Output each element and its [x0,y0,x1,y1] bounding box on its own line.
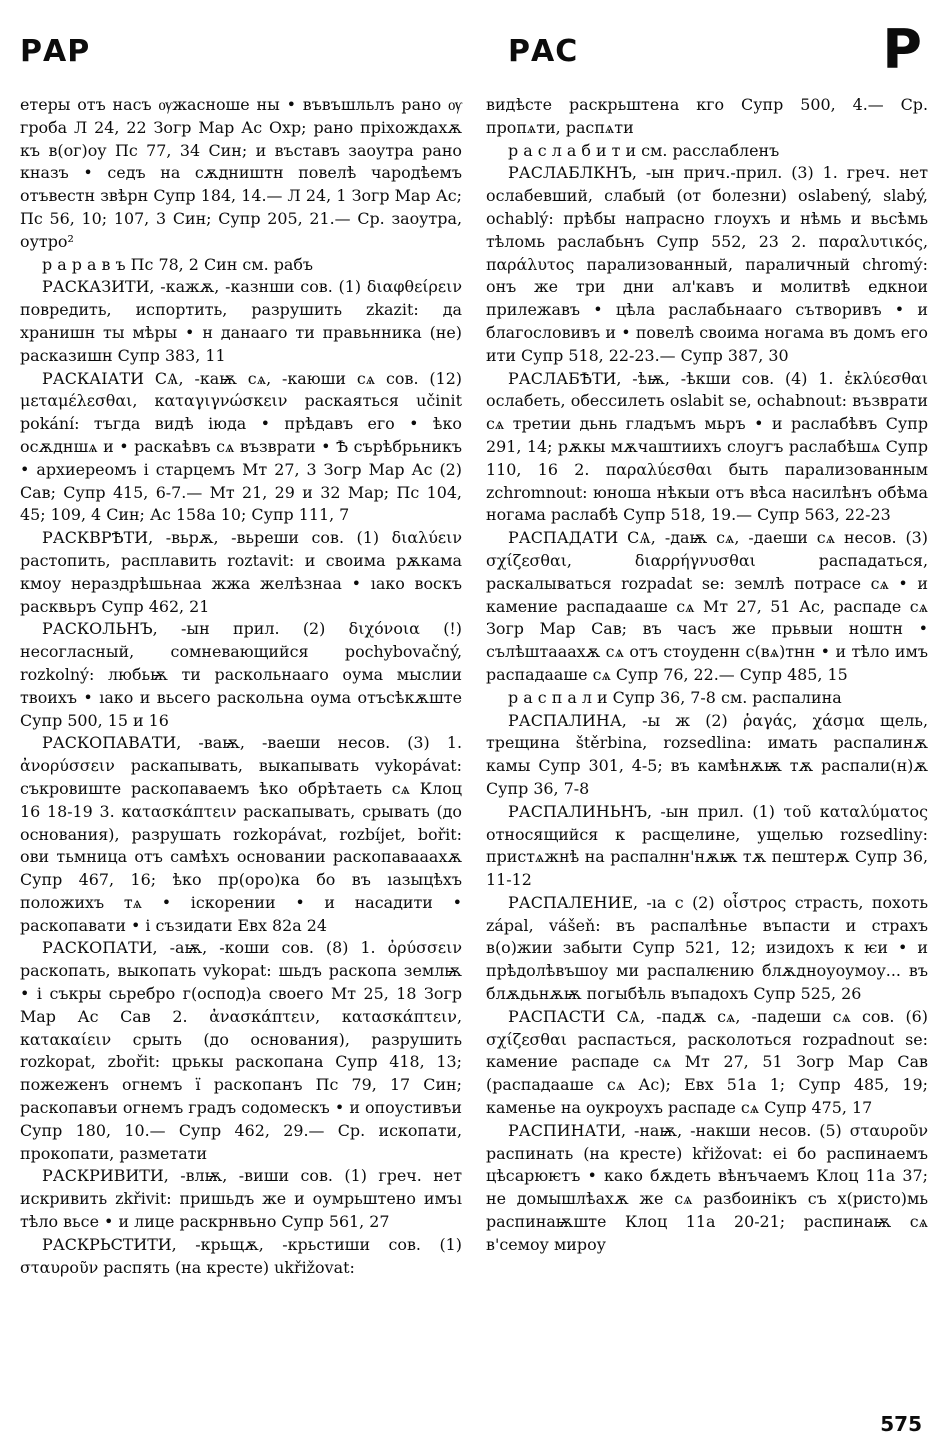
entry-paragraph: РАСКРЬСТИТИ, -крьщѫ, -крьстиши сов. (1) σταυροῦν распять (на кресте) ukřižovat: [20,1234,462,1277]
entry-paragraph: р а р а в ъ Пс 78, 2 Син см. рабъ [42,254,314,274]
entry-paragraph: видѣсте раскрьштена кго Супр 500, 4.— Ср. пропѧти, распѧти [486,95,928,137]
entry-paragraph: р а с л а б и т и см. расслабленъ [508,140,780,160]
entry-paragraph: РАСПАЛЕНИЕ, -ıа с (2) οἶστρος страсть, похоть zápal, vášeň: въ распалѣнье въпасти и страхъ в(о)жии забыти Супр 521, 12; изидохъ к ѥи • и прѣдолѣвъшоу ми распалѥнию блѫдноуоумоу... въ блѫдьнѫѭ погыбѣль въпадохъ Супр 525, 26 [486,892,928,1004]
entry-paragraph: РАСКОПАВАТИ, -ваѭ, -ваеши несов. (3) 1. ἀνορύσσειν раскапывать, выкапывать vykopávat: съкровиште раскопаваемъ ѣко обрѣтаеть сѧ Клоц 16 18-19 3. κατασκάπτειν раскапывать, срывать (до основания), разрушать rozkopávat, rozbíjet, bořit: ови тьмница отъ самѣхъ основании раскопавааахѫ Супр 467, 16; ѣко пр(оро)ка бо въ ıазыцѣхъ положихъ тѧ • іскорении • и насадити • раскопавати • і съзидати Евх 82а 24 [20,733,462,935]
entry-paragraph: РАСПАДАТИ СѦ, -даѭ сѧ, -даеши сѧ несов. (3) σχίζεσθαι, διαρρήγνυσθαι распадаться, раскалываться rozpadat se: землѣ потрасе сѧ • и камение распадааше сѧ Мт 27, 51 Ас, распаде сѧ Зогр Мар Сав; въ часъ же прьвыи ноштн • сълѣштааахѫ сѧ отъ стоуденн с(вѧ)тнн • и тѣло имъ распадааше сѧ Супр 76, 22.— Супр 485, 15 [486,528,928,684]
entry-paragraph: РАСКВРѢТИ, -вьрѫ, -вьреши сов. (1) διαλύειν растопить, расплавить roztavit: и своима рѫкама кмоу нераздрѣшьнаа жжа желѣзнаа • ıако воскъ расквьръ Супр 462, 21 [20,528,462,616]
entry-paragraph: РАСПИНАТИ, -наѭ, -накши несов. (5) σταυροῦν распинать (на кресте) křižovat: еі бо распинаемъ цѣсарюѥтъ • како бѫдеть вѣнъчаемъ Клоц 11а 37; не домышлѣахѫ же сѧ разбоинікъ съ х(ристо)мь распинаѭште Клоц 11а 20-21; распинаѭ сѧ в'семоу мироу [486,1120,928,1254]
entry-paragraph: РАСПАЛИНА, -ы ж (2) ῥαγάς, χάσμα щель, трещина štěrbina, rozsedlina: имать распалинѫ камы Супр 301, 4-5; въ камѣнѫѭ тѫ распали(н)ѫ Супр 36, 7-8 [486,710,928,798]
left-column [20,94,462,1279]
entry-paragraph: РАСПАЛИНЬНЪ, -ын прил. (1) τοῦ καταλύματος относящийся к расщелине, ущелью rozsedliny: пристѧжнѣ на распалнн'нѫѭ тѫ пештерѫ Супр 36, 11-12 [486,801,928,890]
entry-paragraph: РАСКОЛЬНЪ, -ын прил. (2) διχόνοια (!) несогласный, сомневающийся pochybovačný, rozkolný: любьѭ ти раскольнааго оума мыслии твоихъ • ıако и вьсего раскольна оума отъсѣкѫште Супр 500, 15 и 16 [20,619,462,730]
right-column [486,94,928,1257]
entry-paragraph: РАСКАIАТИ СѦ, -каѭ сѧ, -каюши сѧ сов. (12) μεταμέλεσθαι, καταγιγνώσκειν раскаяться učinit pokání: тъгда видѣ іюда • прѣдавъ его • ѣко осѫдншѧ и • раскаѣвъ сѧ възврати • Ѣ сърѣбрьникъ • архиереомъ і старцемъ Мт 27, 3 Зогр Мар Ас (2) Сав; Супр 415, 6-7.— Мт 21, 29 и 32 Мар; Пс 104, 45; 109, 4 Син; Ас 158а 10; Супр 111, 7 [20,368,462,525]
entry-paragraph: РАСЛАБѢТИ, -ѣѭ, -ѣкши сов. (4) 1. ἐκλύεσθαι ослабеть, обессилеть oslabit se, ochabnout: възврати сѧ третии дьнь гладъмъ мьръ • и раслабѣвъ Супр 291, 14; рѫкы мѫчаштиихъ слоугъ раслабѣшѧ Супр 110, 16 2. παραλύεσθαι быть парализованным zchromnout: юноша нѣкыи отъ вѣса насилѣнъ обѣма ногама раслабѣ Супр 518, 19.— Супр 563, 22-23 [486,368,928,525]
entry-paragraph: РАСПАСТИ СѦ, -падѫ сѧ, -падеши сѧ сов. (6) σχίζεσθαι распасться, расколоться rozpadnout se: камение распаде сѧ Мт 27, 51 Зогр Мар Сав (распадааше сѧ Ас); Евх 51а 1; Супр 485, 19; каменье на оукроухъ распаде сѧ Супр 475, 17 [486,1006,928,1118]
entry-paragraph: РАСКРИВИТИ, -влѭ, -виши сов. (1) греч. нет искривить zkřivit: пришьдъ же и оумрьштено имъı тѣло вьсе • и лице раскрнвьно Супр 561, 27 [20,1166,462,1232]
entry-paragraph: РАСКАЗИТИ, -кажѫ, -казнши сов. (1) διαφθείρειν повредить, испортить, разрушить zkazit: да хранишн ты мѣры • н данааго ти правьнника (не) расказишн Супр 383, 11 [20,277,462,365]
entry-paragraph: етеры отъ насъ ѹжасноше ны • въвъшльлъ рано ѹ гроба Л 24, 22 Зогр Мар Ас Охр; рано прiхождахѫ къ в(ог)оу Пс 77, 34 Син; и въставъ заоутра рано кназъ • седъ на сѫдништн повелѣ чародѣемъ отъвестн звѣрн Супр 184, 14.— Л 24, 1 Зогр Мар Ас; Пс 56, 10; 107, 3 Син; Супр 205, 21.— Ср. заоутра, оутро² [20,95,462,251]
running-head-middle: РАС [508,34,579,69]
entry-paragraph: РАСКОПАТИ, -аѭ, -коши сов. (8) 1. ὀρύσσειν раскопать, выкопать vykopat: шьдъ раскопа землѭ • і съкры сьребро г(оспод)а своего Мт 25, 18 Зогр Мар Ас Сав 2. ἀνασκάπτειν, κατασκάπτειν, κατακαίειν срыть (до основания), разрушить rozkopat, zbořit: црькы раскопана Супр 418, 13; пожеженъ огнемъ ї раскопанъ Пс 79, 17 Син; раскопавъи огнемъ градъ содомескъ • и опоустивъи Супр 180, 10.— Супр 462, 29.— Ср. ископати, прокопати, разметати [20,938,462,1163]
entry-paragraph: РАСЛАБЛКНЪ, -ын прич.-прил. (3) 1. греч. нет ослабевший, слабый (от болезни) oslabený, slabý, ochablý: прѣбы напрасно глоухъ и нѣмь и вьсѣмь тѣломь раслабьнъ Супр 552, 23 2. παραλυτικός, παράλυτος парализованный, параличный chromý: онъ же три дни ал'кавъ и молитвѣ едкнои прилежавъ • цѣла раслабьнааго сътворивъ • и благословивъ и • повелѣ своима ногама въ домъ его ити Супр 518, 22-23.— Супр 387, 30 [486,163,928,365]
section-letter: Р [882,18,922,81]
running-head-left: РАР [20,34,91,69]
entry-paragraph: р а с п а л и Супр 36, 7-8 см. распалина [508,687,842,707]
page-number: 575 [880,1412,922,1436]
